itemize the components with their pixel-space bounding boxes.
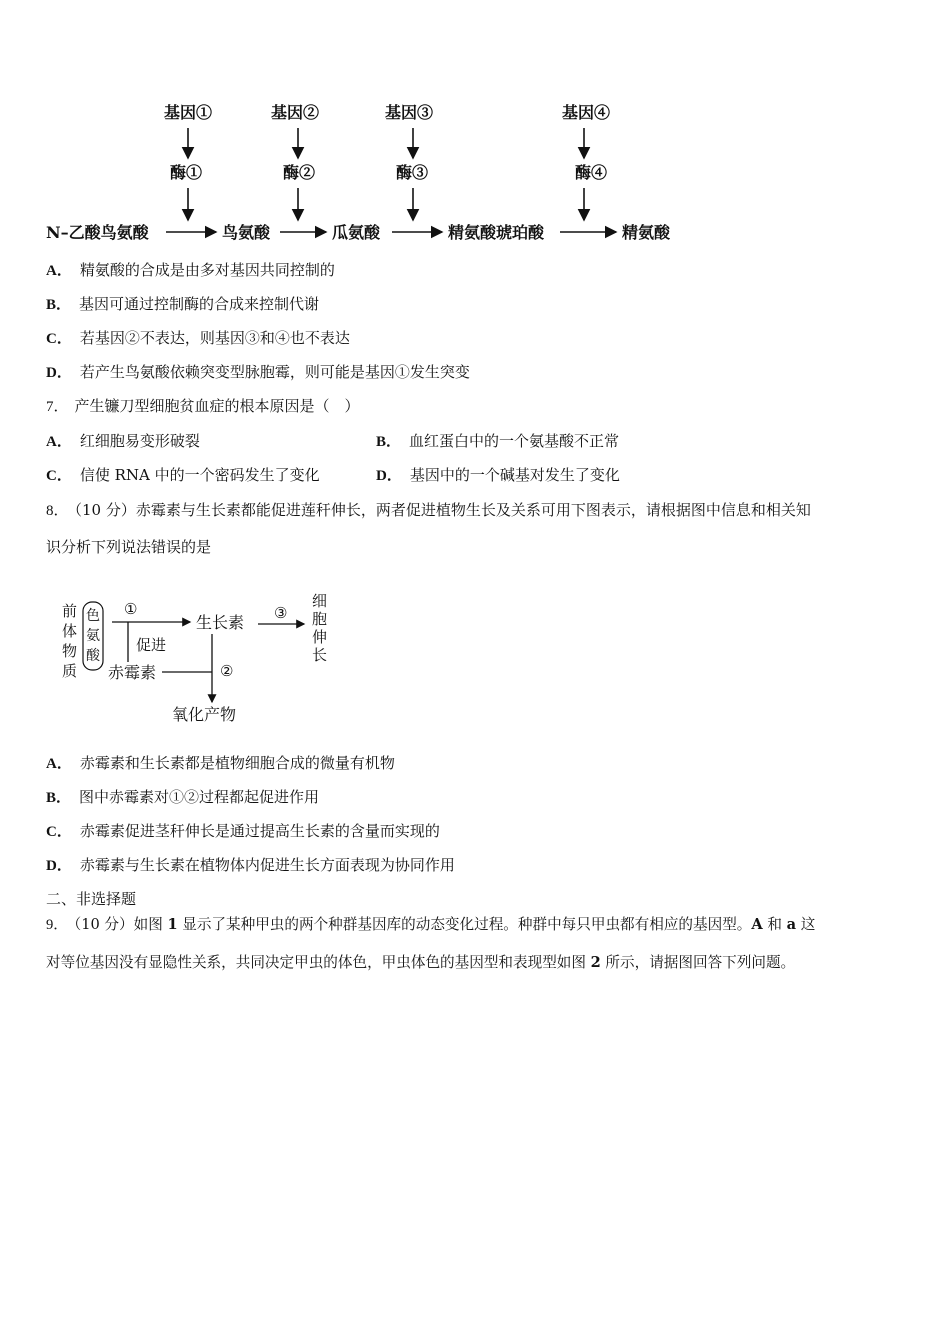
chain-compound-1: N–乙酸鸟氨酸 — [46, 223, 149, 242]
precursor-char-1: 前 — [62, 602, 78, 620]
q7-option-c: C． 信使 RNA 中的一个密码发生了变化 — [46, 466, 320, 484]
tryptophan-char-3: 酸 — [86, 648, 100, 664]
tryptophan-label — [86, 608, 101, 664]
promote-label: 促进 — [136, 636, 167, 654]
enzyme-2-label: 酶② — [283, 163, 316, 182]
gene-3-label: 基因③ — [385, 103, 434, 122]
elongation-char-3: 伸 — [312, 628, 328, 646]
elongation-char-2: 胞 — [312, 610, 328, 628]
q7-option-a: A． 红细胞易变形破裂 — [46, 432, 200, 450]
gibberellin-label: 赤霉素 — [108, 663, 157, 682]
q6-option-d: D． 若产生鸟氨酸依赖突变型脉胞霉，则可能是基因①发生突变 — [46, 363, 470, 381]
enzyme-4-label: 酶④ — [575, 163, 608, 182]
pathway-figure — [40, 96, 700, 248]
q7-option-b: B． 血红蛋白中的一个氨基酸不正常 — [376, 432, 620, 450]
precursor-label — [62, 602, 77, 680]
q9-line2: 对等位基因没有显隐性关系，共同决定甲虫的体色，甲虫体色的基因型和表现型如图 2 所示，请据图回答下列问题。 — [46, 954, 796, 971]
tryptophan-char-1: 色 — [86, 608, 100, 624]
precursor-char-4: 质 — [62, 662, 78, 680]
q9-line1: 9． （10 分）如图 1 显示了某种甲虫的两个种群基因库的动态变化过程。种群中每只甲虫都有相应的基因型。A 和 a 这 — [46, 916, 816, 933]
auxin-label: 生长素 — [196, 613, 245, 632]
step-2-label: ② — [220, 662, 234, 680]
elongation-label — [312, 592, 327, 664]
q8-option-a: A． 赤霉素和生长素都是植物细胞合成的微量有机物 — [46, 754, 395, 772]
q6-option-a: A． 精氨酸的合成是由多对基因共同控制的 — [46, 261, 335, 279]
precursor-char-2: 体 — [62, 622, 78, 640]
q6-option-b: B． 基因可通过控制酶的合成来控制代谢 — [46, 295, 320, 313]
oxidation-label: 氧化产物 — [172, 705, 237, 724]
q7-option-d: D． 基因中的一个碱基对发生了变化 — [376, 466, 620, 484]
tryptophan-char-2: 氨 — [86, 628, 100, 644]
step-3-label: ③ — [274, 604, 288, 622]
enzyme-3-label: 酶③ — [396, 163, 429, 182]
gene-1-label: 基因① — [164, 103, 213, 122]
section-heading: 二、非选择题 — [46, 890, 137, 908]
hormone-figure — [56, 586, 356, 726]
gene-4-label: 基因④ — [562, 103, 611, 122]
step-1-label: ① — [124, 600, 138, 618]
precursor-char-3: 物 — [62, 642, 78, 660]
q6-option-c: C． 若基因②不表达，则基因③和④也不表达 — [46, 329, 350, 347]
q8-option-d: D． 赤霉素与生长素在植物体内促进生长方面表现为协同作用 — [46, 856, 455, 874]
q8-stem-line1: 8． （10 分）赤霉素与生长素都能促进莲秆伸长，两者促进植物生长及关系可用下图表示，请根据图中信息和相关知 — [46, 501, 811, 519]
gene-2-label: 基因② — [271, 103, 320, 122]
enzyme-1-label: 酶① — [170, 163, 203, 182]
elongation-char-4: 长 — [312, 646, 328, 664]
q8-stem-line2: 识分析下列说法错误的是 — [46, 538, 212, 556]
q7-stem: 7． 产生镰刀型细胞贫血症的根本原因是（ ） — [46, 397, 360, 415]
chain-compound-5: 精氨酸 — [622, 223, 671, 242]
elongation-char-1: 细 — [312, 592, 328, 610]
q8-option-b: B． 图中赤霉素对①②过程都起促进作用 — [46, 788, 320, 806]
q8-option-c: C． 赤霉素促进茎秆伸长是通过提高生长素的含量而实现的 — [46, 822, 440, 840]
chain-compound-4: 精氨酸琥珀酸 — [448, 223, 545, 242]
chain-compound-3: 瓜氨酸 — [332, 223, 381, 242]
chain-compound-2: 鸟氨酸 — [222, 223, 271, 242]
